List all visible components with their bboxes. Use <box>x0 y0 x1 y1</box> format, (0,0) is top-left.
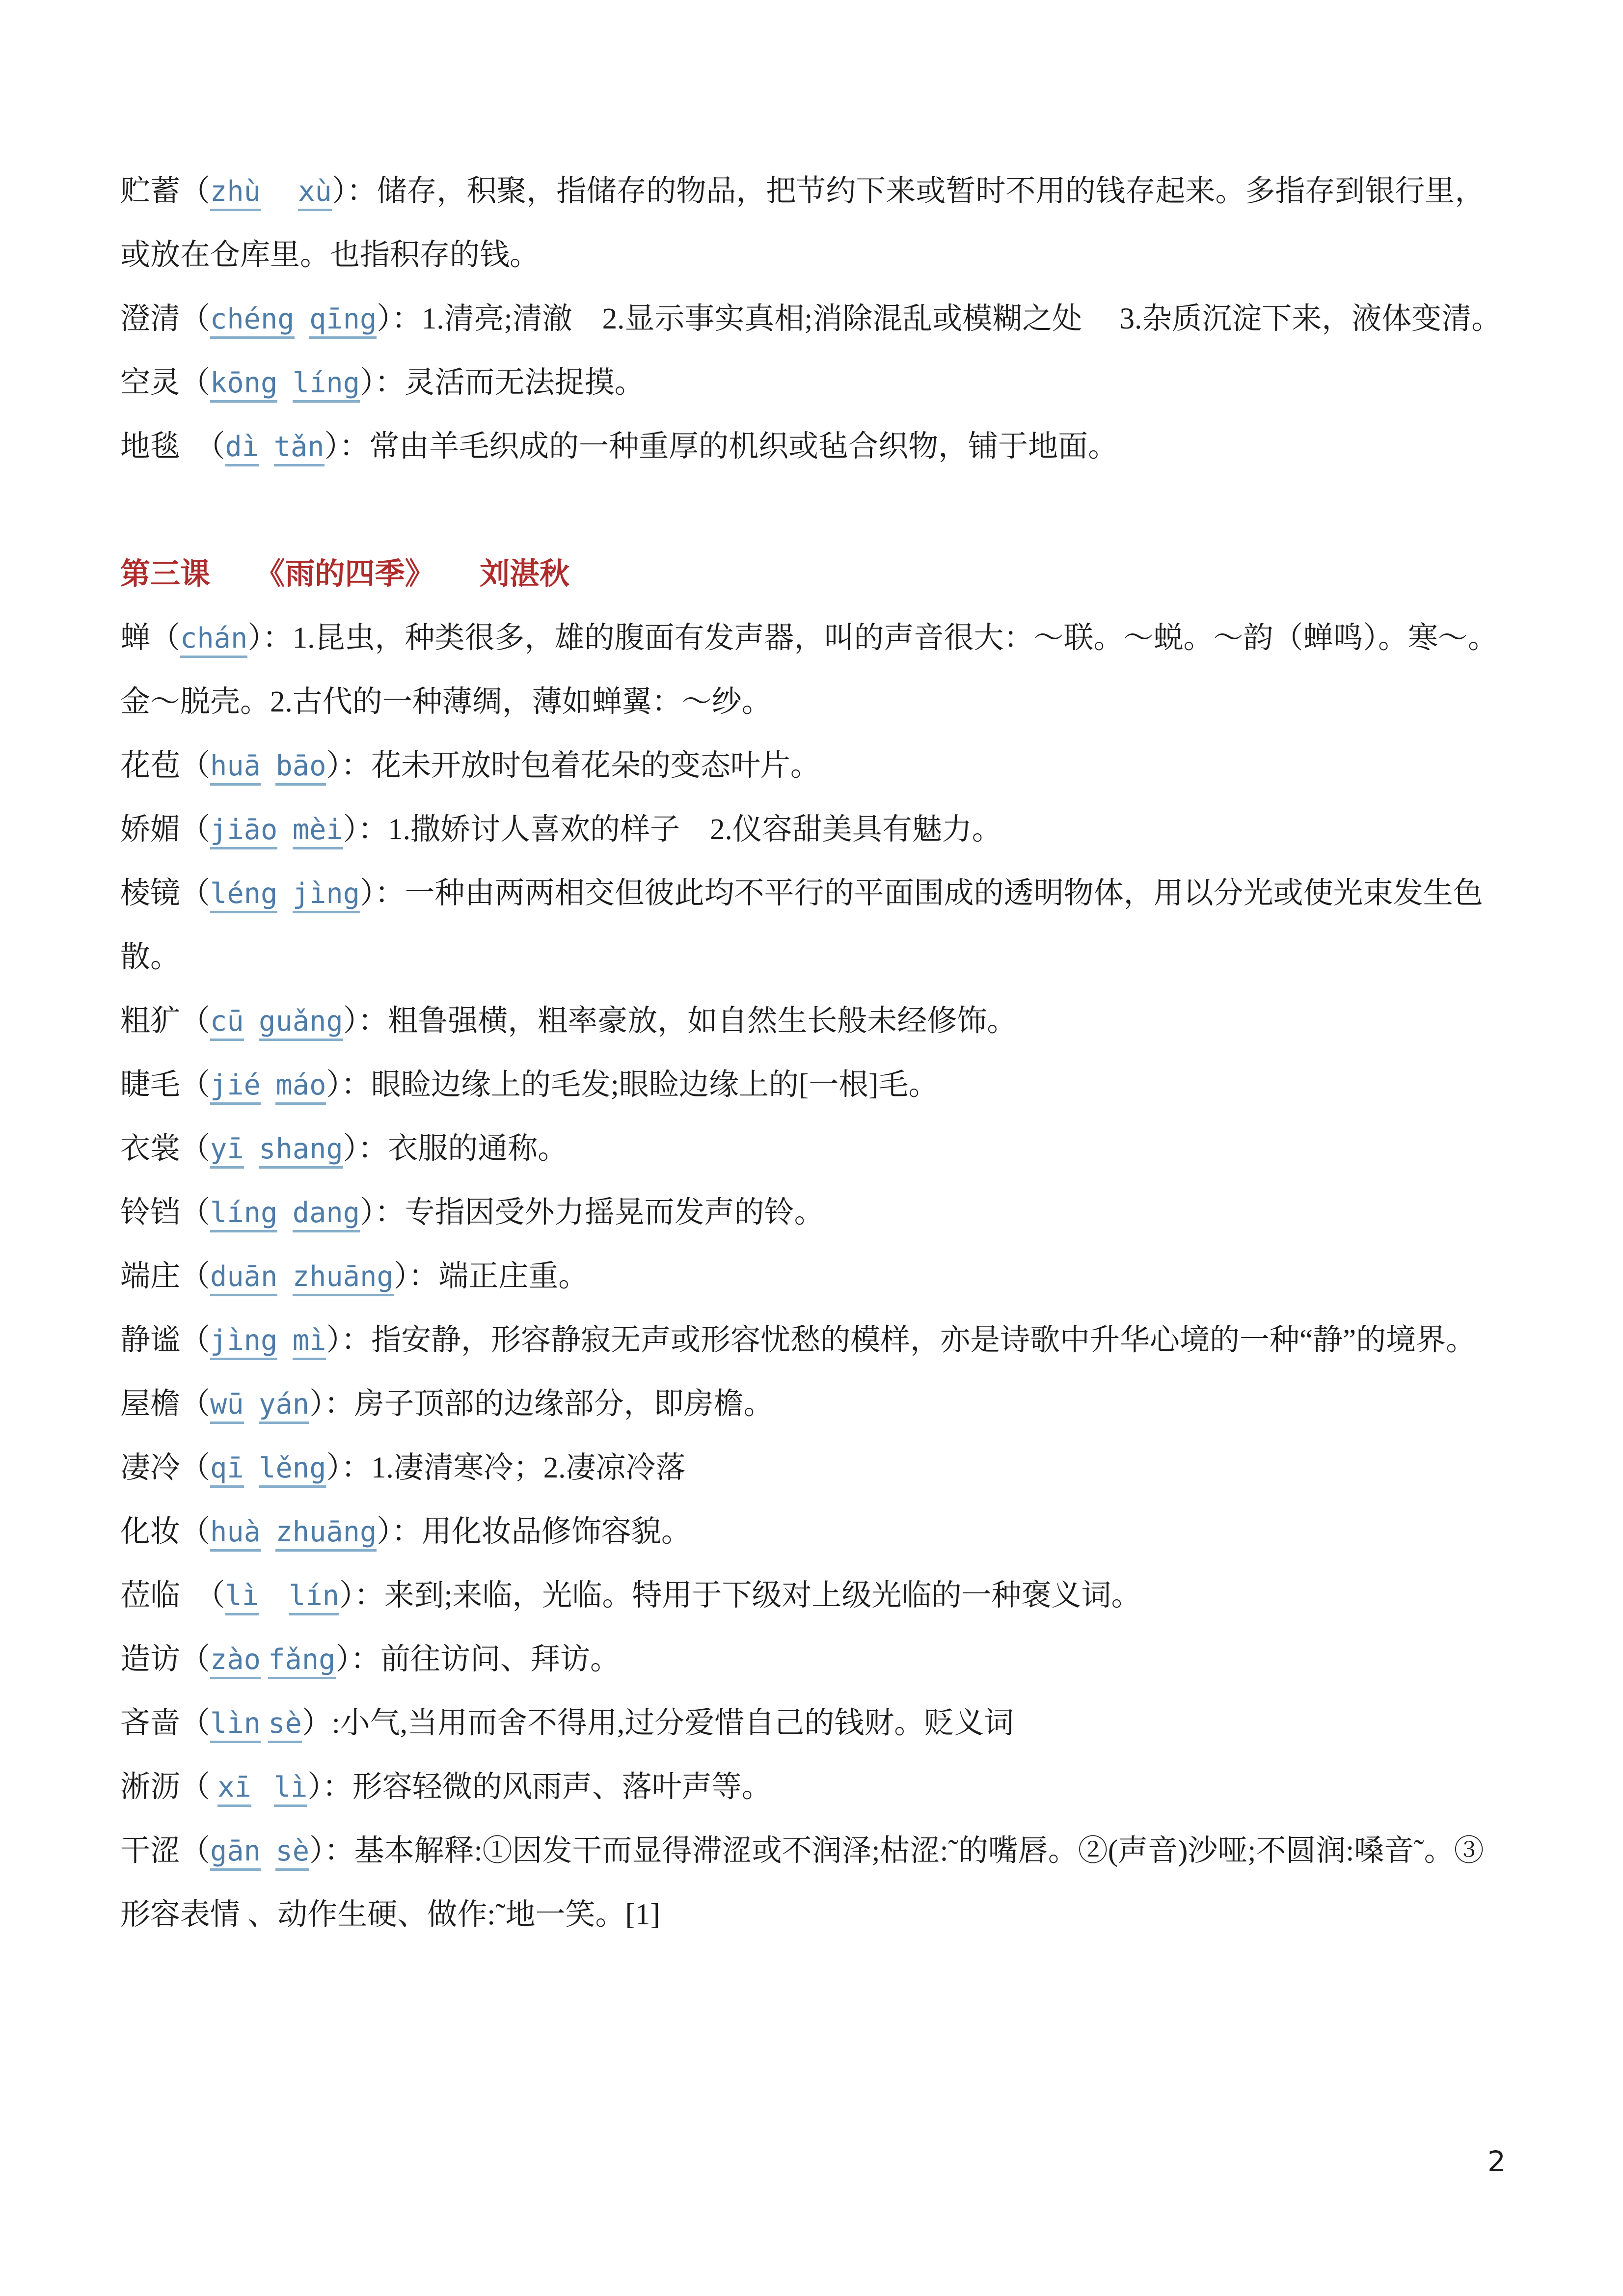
entry-text: 贮蓄（ <box>120 175 211 208</box>
pinyin: chán <box>180 622 247 658</box>
entry-text <box>261 1834 276 1867</box>
entry-text <box>244 1132 259 1165</box>
entry-text <box>277 1196 293 1229</box>
pinyin: léng <box>210 877 277 913</box>
vocab-entry <box>120 1372 1507 1436</box>
pinyin: yán <box>259 1388 309 1424</box>
pinyin: mì <box>293 1324 326 1360</box>
pinyin: zhuāng <box>293 1260 394 1296</box>
pinyin: yī <box>210 1133 244 1169</box>
entry-text: 粗犷（ <box>120 1005 211 1038</box>
entry-text: 淅沥（ <box>120 1771 218 1804</box>
vocab-entry <box>120 160 1507 287</box>
entry-text: ）：专指因受外力摇晃而发声的铃。 <box>360 1196 824 1229</box>
entry-text: 蝉（ <box>120 622 181 655</box>
vocab-entry <box>120 1117 1507 1181</box>
pinyin: mèi <box>293 814 343 849</box>
pinyin: tǎn <box>274 431 325 466</box>
vocab-entry <box>120 415 1507 479</box>
entry-text: 吝啬（ <box>120 1707 211 1740</box>
blank-line <box>120 479 1507 543</box>
pinyin: máo <box>275 1069 326 1105</box>
entry-text <box>244 1388 259 1421</box>
vocab-entry <box>120 1692 1507 1755</box>
entry-text <box>277 877 293 910</box>
entry-text <box>259 1579 289 1612</box>
entry-text: 花苞（ <box>120 749 211 782</box>
vocab-entry <box>120 606 1507 734</box>
entry-text: 地毯 （ <box>120 430 225 463</box>
pinyin: chéng <box>210 303 295 339</box>
pinyin: gān <box>210 1835 261 1871</box>
entry-text: ）：灵活而无法捉摸。 <box>360 366 645 399</box>
pinyin: fǎng <box>268 1643 335 1679</box>
vocab-entry <box>120 1436 1507 1500</box>
entry-text: ）：眼睑边缘上的毛发;眼睑边缘上的[一根]毛。 <box>326 1068 939 1101</box>
pinyin: huā <box>210 750 261 786</box>
pinyin: qīng <box>309 303 377 339</box>
pinyin: jìng <box>293 877 360 913</box>
vocab-entry <box>120 1755 1507 1819</box>
entry-text: ）：端正庄重。 <box>393 1260 589 1293</box>
entry-text: 娇媚（ <box>120 813 211 846</box>
entry-text <box>277 1260 293 1293</box>
entry-text: 铃铛（ <box>120 1196 211 1229</box>
entry-text: 屋檐（ <box>120 1388 211 1421</box>
lesson-heading <box>120 543 1507 606</box>
entry-text <box>277 813 293 846</box>
entry-text: ）：储存，积聚，指储存的物品，把节约下来或暂时不用的钱存起来。多指存到银行里，或放在仓库里。也指积存的钱。 <box>120 175 1485 272</box>
pinyin: dang <box>293 1197 360 1232</box>
pinyin: lì <box>225 1580 259 1615</box>
entry-text <box>277 1324 293 1357</box>
pinyin: huà <box>210 1516 261 1552</box>
entry-text: 空灵（ <box>120 366 211 399</box>
entry-text: ）：1.凄清寒冷；2.凄凉冷落 <box>326 1451 686 1484</box>
vocab-entry <box>120 351 1507 415</box>
pinyin: xī <box>217 1771 251 1807</box>
entry-text: ）：一种由两两相交但彼此均不平行的平面围成的透明物体，用以分光或使光束发生色散。 <box>120 877 1483 974</box>
vocab-entry <box>120 1245 1507 1309</box>
entry-text <box>261 1068 276 1101</box>
vocab-entry <box>120 989 1507 1053</box>
pinyin: zhù <box>210 175 261 211</box>
entry-text: ）：指安静，形容静寂无声或形容忧愁的模样，亦是诗歌中升华心境的一种“静”的境界。 <box>326 1324 1476 1357</box>
vocab-entry <box>120 1309 1507 1372</box>
pinyin: cū <box>210 1005 244 1041</box>
entry-text <box>261 1643 268 1676</box>
pinyin: lín <box>289 1580 339 1615</box>
pinyin: wū <box>210 1388 244 1424</box>
vocab-entry <box>120 1500 1507 1564</box>
entry-text: 静谧（ <box>120 1324 211 1357</box>
pinyin: shang <box>259 1133 343 1169</box>
entry-text: ）：花未开放时包着花朵的变态叶片。 <box>326 749 820 782</box>
page-number: 2 <box>1488 2145 1506 2178</box>
lesson-heading-text: 第三课 《雨的四季》 刘湛秋 <box>120 558 570 591</box>
entry-text: ）：形容轻微的风雨声、落叶声等。 <box>307 1771 772 1804</box>
pinyin: guǎng <box>259 1005 343 1041</box>
vocab-entry <box>120 287 1507 351</box>
entry-text: ）：基本解释:①因发干而显得滞涩或不润泽;枯涩:˜的嘴唇。②(声音)沙哑;不圆润:嗓音˜。③形容表情 、动作生硬、做作:˜地一笑。[1] <box>120 1834 1484 1931</box>
vocab-entry <box>120 862 1507 989</box>
vocab-entry <box>120 1628 1507 1692</box>
entry-text <box>295 302 310 335</box>
entry-text <box>244 1451 259 1484</box>
entry-text: 澄清（ <box>120 302 211 335</box>
pinyin: zào <box>210 1643 261 1679</box>
pinyin: líng <box>293 367 360 403</box>
entry-text <box>251 1771 274 1804</box>
pinyin: qī <box>210 1452 244 1488</box>
pinyin: xù <box>298 175 332 211</box>
entry-text: 干涩（ <box>120 1834 211 1867</box>
entry-text: ）：常由羊毛织成的一种重厚的机织或毡合织物，铺于地面。 <box>324 430 1118 463</box>
vocab-entry <box>120 798 1507 862</box>
pinyin: lěng <box>259 1452 326 1488</box>
pinyin: sè <box>268 1707 302 1743</box>
entry-text <box>261 1707 268 1740</box>
pinyin: lìn <box>210 1707 261 1743</box>
entry-text: ）:小气,当用而舍不得用,过分爱惜自己的钱财。贬义词 <box>301 1707 1014 1740</box>
entry-text <box>277 366 293 399</box>
entry-text: 化妆（ <box>120 1515 211 1548</box>
entry-text: ）：1.撒娇讨人喜欢的样子 2.仪容甜美具有魅力。 <box>343 813 1002 846</box>
entry-text <box>244 1005 259 1038</box>
entry-text: ）：前往访问、拜访。 <box>335 1643 621 1676</box>
entry-text: 衣裳（ <box>120 1132 211 1165</box>
vocab-entry <box>120 1181 1507 1245</box>
pinyin: jiāo <box>210 814 277 849</box>
entry-text <box>259 430 274 463</box>
entry-text: 莅临 （ <box>120 1579 225 1612</box>
pinyin: dì <box>225 431 259 466</box>
pinyin: jié <box>210 1069 261 1105</box>
entry-text: ）：衣服的通称。 <box>343 1132 568 1165</box>
entry-text <box>261 175 298 208</box>
entry-text: ）：粗鲁强横，粗率豪放，如自然生长般未经修饰。 <box>343 1005 1017 1038</box>
entry-text: 凄冷（ <box>120 1451 211 1484</box>
vocab-entry <box>120 1564 1507 1628</box>
entry-text: 棱镜（ <box>120 877 211 910</box>
entry-text <box>261 1515 276 1548</box>
pinyin: sè <box>275 1835 309 1871</box>
pinyin: líng <box>210 1197 277 1232</box>
entry-text: ）：1.清亮;清澈 2.显示事实真相;消除混乱或模糊之处 3.杂质沉淀下来，液体变清。 <box>377 302 1502 335</box>
pinyin: lì <box>274 1771 308 1807</box>
vocab-entry <box>120 1053 1507 1117</box>
vocab-entry <box>120 1819 1507 1947</box>
entry-text: ）：房子顶部的边缘部分，即房檐。 <box>309 1388 774 1421</box>
pinyin: bāo <box>275 750 326 786</box>
entry-text <box>261 749 276 782</box>
vocab-entry <box>120 734 1507 798</box>
entry-text: 端庄（ <box>120 1260 211 1293</box>
entry-text: 睫毛（ <box>120 1068 211 1101</box>
pinyin: kōng <box>210 367 277 403</box>
entry-text: 造访（ <box>120 1643 211 1676</box>
pinyin: duān <box>210 1260 277 1296</box>
entry-text: ）：1.昆虫，种类很多，雄的腹面有发声器，叫的声音很大：～联。～蜕。～韵（蝉鸣）。寒～。金～脱壳。2.古代的一种薄绸，薄如蝉翼：～纱。 <box>120 622 1498 718</box>
pinyin: zhuāng <box>275 1516 377 1552</box>
entry-text: ）：来到;来临，光临。特用于下级对上级光临的一种褒义词。 <box>339 1579 1141 1612</box>
entry-text: ）：用化妆品修饰容貌。 <box>377 1515 691 1548</box>
document-body <box>120 160 1507 1947</box>
pinyin: jìng <box>210 1324 277 1360</box>
